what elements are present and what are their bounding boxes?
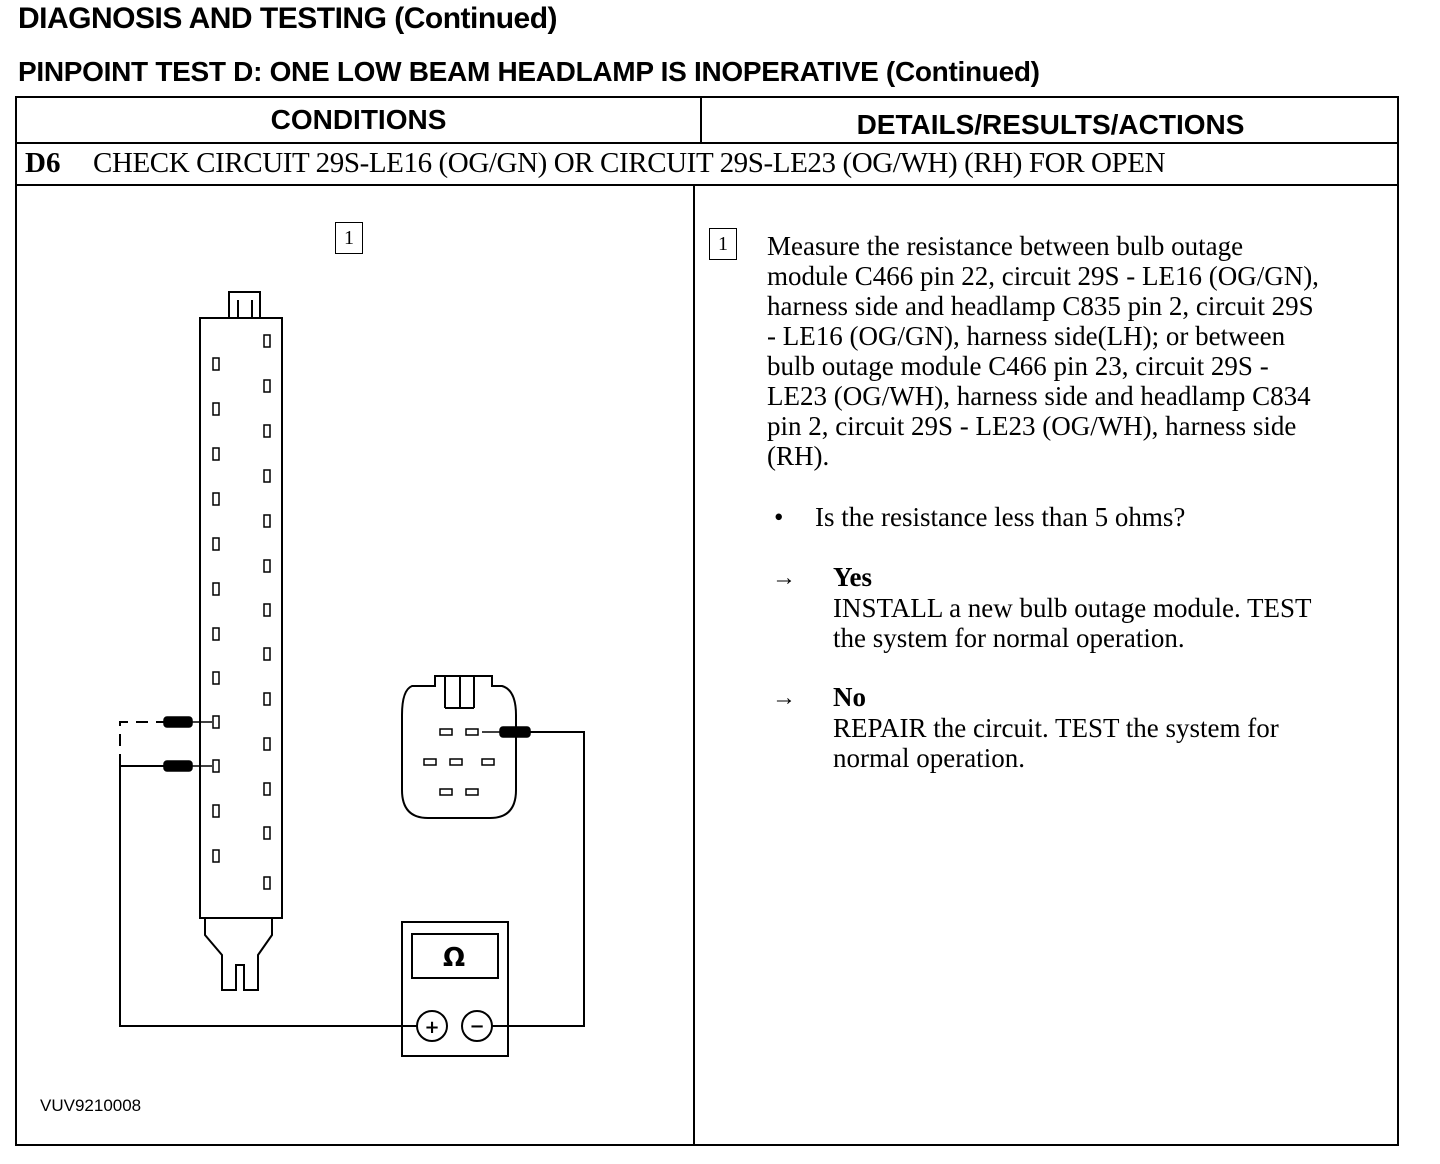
arrow-right-icon: → — [772, 685, 796, 711]
yes-action-text: INSTALL a new bulb outage module. TEST the system for normal operation. — [833, 593, 1312, 653]
minus-symbol: − — [469, 1016, 485, 1037]
instruction-text: Measure the resistance between bulb outage module C466 pin 22, circuit 29S - LE16 (OG/GN), harness side and headlamp C835 pin 2, circuit 29S - LE16 (OG/GN), harness side(LH); or between bulb outage module C466 pin 23, circuit 29S - LE23 (OG/WH), harness side and headlamp C834 pin 2, circuit 29S - LE23 (OG/WH), harness side (RH). — [767, 231, 1319, 471]
conditions-header: CONDITIONS — [17, 98, 700, 144]
no-label: No — [833, 682, 866, 712]
pinpoint-test-title: PINPOINT TEST D: ONE LOW BEAM HEADLAMP IS INOPERATIVE (Continued) — [18, 56, 1040, 87]
yes-label: Yes — [833, 562, 872, 592]
no-action-text: REPAIR the circuit. TEST the system for normal operation. — [833, 713, 1279, 773]
plus-symbol: + — [424, 1017, 440, 1038]
wiring-diagram — [0, 0, 700, 1150]
figure-step-number: 1 — [335, 222, 363, 254]
question-text: Is the resistance less than 5 ohms? — [815, 502, 1186, 532]
arrow-right-icon: → — [772, 565, 796, 591]
actions-header: DETAILS/RESULTS/ACTIONS — [700, 98, 1399, 144]
bullet-icon: • — [774, 502, 784, 532]
section-title: DIAGNOSIS AND TESTING (Continued) — [18, 2, 558, 35]
ohm-symbol: Ω — [442, 943, 466, 973]
action-step-number: 1 — [709, 228, 737, 260]
step-title: CHECK CIRCUIT 29S-LE16 (OG/GN) OR CIRCUIT 29S-LE23 (OG/WH) (RH) FOR OPEN — [93, 147, 1166, 179]
figure-code: VUV9210008 — [40, 1096, 142, 1115]
step-id: D6 — [25, 147, 61, 179]
